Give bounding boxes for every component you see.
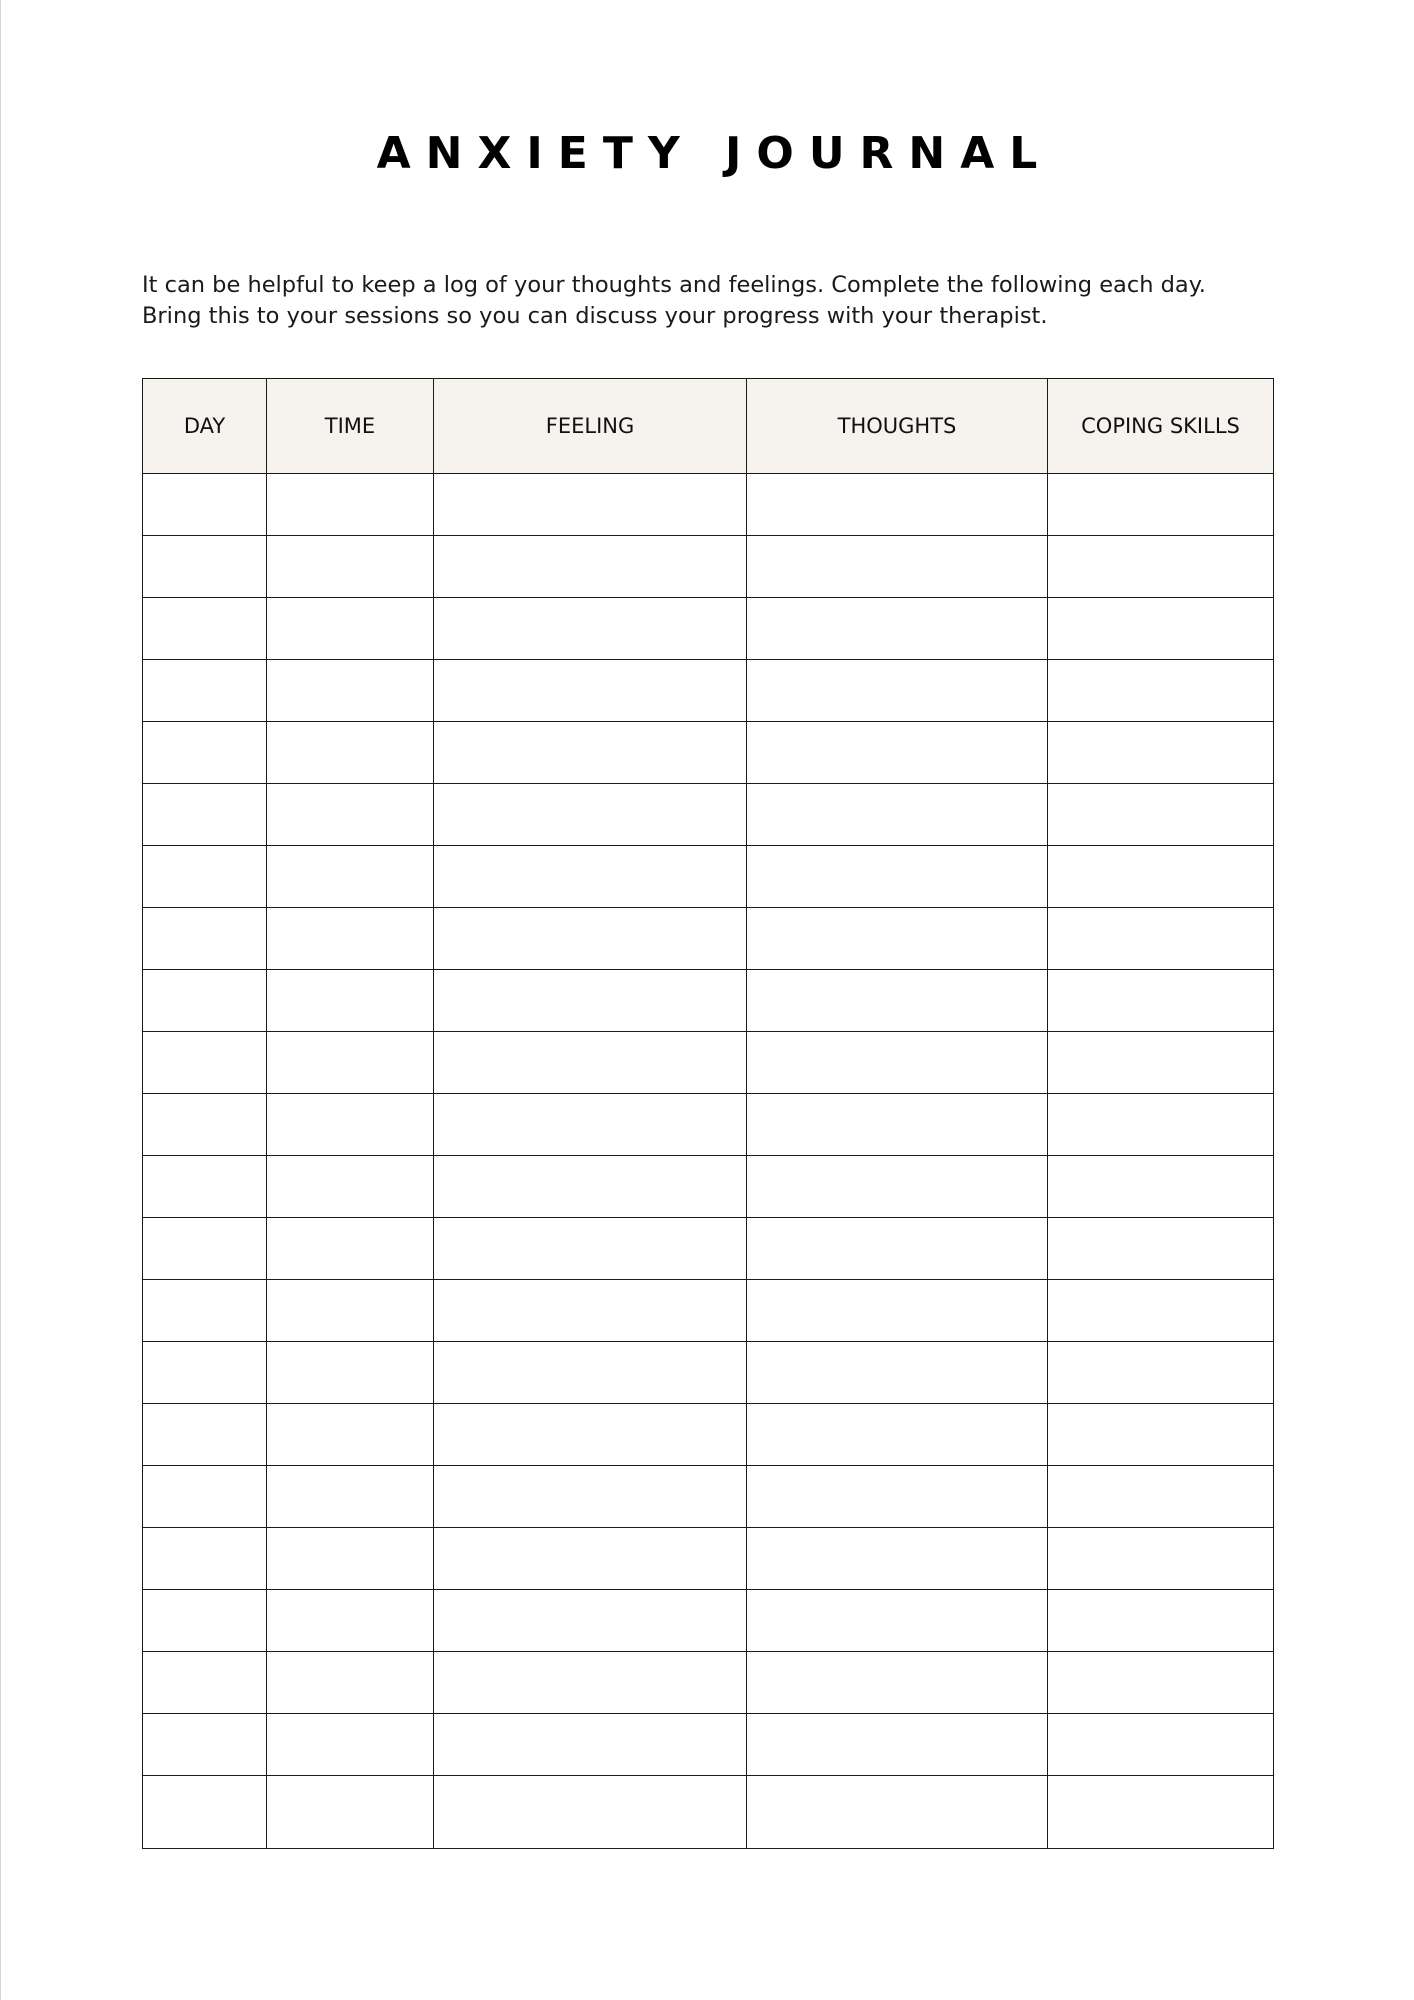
cell-time[interactable] — [267, 474, 434, 536]
cell-feeling[interactable] — [434, 1714, 747, 1776]
table-row — [143, 722, 1274, 784]
table-row — [143, 784, 1274, 846]
cell-feeling[interactable] — [434, 1094, 747, 1156]
page-edge — [0, 0, 1, 2000]
journal-table — [142, 378, 1274, 1849]
cell-day[interactable] — [143, 474, 267, 536]
table-row — [143, 846, 1274, 908]
table-row — [143, 474, 1274, 536]
table-row — [143, 1404, 1274, 1466]
table-row — [143, 1776, 1274, 1849]
table-row — [143, 1528, 1274, 1590]
header-coping-skills: COPING SKILLS — [1048, 379, 1274, 474]
cell-coping-skills[interactable] — [1048, 1652, 1274, 1714]
cell-time[interactable] — [267, 1404, 434, 1466]
cell-coping-skills[interactable] — [1048, 1528, 1274, 1590]
cell-coping-skills[interactable] — [1048, 722, 1274, 784]
cell-feeling[interactable] — [434, 598, 747, 660]
intro-line-1: It can be helpful to keep a log of your thoughts and feelings. Complete the following each day. — [142, 272, 1206, 298]
cell-thoughts[interactable] — [747, 1466, 1048, 1528]
cell-thoughts[interactable] — [747, 536, 1048, 598]
table-row — [143, 1714, 1274, 1776]
cell-thoughts[interactable] — [747, 1714, 1048, 1776]
cell-thoughts[interactable] — [747, 1032, 1048, 1094]
cell-feeling[interactable] — [434, 1466, 747, 1528]
cell-time[interactable] — [267, 1342, 434, 1404]
cell-day[interactable] — [143, 1776, 267, 1849]
cell-coping-skills[interactable] — [1048, 970, 1274, 1032]
cell-feeling[interactable] — [434, 908, 747, 970]
cell-day[interactable] — [143, 722, 267, 784]
cell-feeling[interactable] — [434, 1528, 747, 1590]
table-row — [143, 908, 1274, 970]
cell-coping-skills[interactable] — [1048, 1466, 1274, 1528]
cell-day[interactable] — [143, 908, 267, 970]
cell-feeling[interactable] — [434, 536, 747, 598]
table-row — [143, 1652, 1274, 1714]
cell-thoughts[interactable] — [747, 1218, 1048, 1280]
cell-coping-skills[interactable] — [1048, 598, 1274, 660]
cell-thoughts[interactable] — [747, 1280, 1048, 1342]
header-row — [143, 379, 1274, 474]
cell-coping-skills[interactable] — [1048, 1342, 1274, 1404]
cell-feeling[interactable] — [434, 846, 747, 908]
cell-day[interactable] — [143, 1590, 267, 1652]
table-row — [143, 1094, 1274, 1156]
cell-time[interactable] — [267, 1652, 434, 1714]
cell-thoughts[interactable] — [747, 474, 1048, 536]
cell-day[interactable] — [143, 1466, 267, 1528]
cell-time[interactable] — [267, 970, 434, 1032]
table-row — [143, 1156, 1274, 1218]
cell-feeling[interactable] — [434, 1652, 747, 1714]
table-row — [143, 1590, 1274, 1652]
cell-time[interactable] — [267, 908, 434, 970]
cell-time[interactable] — [267, 1466, 434, 1528]
cell-feeling[interactable] — [434, 1404, 747, 1466]
cell-day[interactable] — [143, 1094, 267, 1156]
cell-time[interactable] — [267, 1714, 434, 1776]
cell-thoughts[interactable] — [747, 1652, 1048, 1714]
cell-time[interactable] — [267, 784, 434, 846]
cell-time[interactable] — [267, 1528, 434, 1590]
cell-coping-skills[interactable] — [1048, 1404, 1274, 1466]
table-row — [143, 1466, 1274, 1528]
page-title: ANXIETY JOURNAL — [376, 128, 1053, 179]
cell-time[interactable] — [267, 1156, 434, 1218]
cell-thoughts[interactable] — [747, 970, 1048, 1032]
cell-coping-skills[interactable] — [1048, 846, 1274, 908]
cell-thoughts[interactable] — [747, 1590, 1048, 1652]
cell-coping-skills[interactable] — [1048, 784, 1274, 846]
cell-feeling[interactable] — [434, 1032, 747, 1094]
cell-coping-skills[interactable] — [1048, 536, 1274, 598]
table-row — [143, 1342, 1274, 1404]
cell-thoughts[interactable] — [747, 1776, 1048, 1849]
cell-time[interactable] — [267, 1280, 434, 1342]
table-row — [143, 1032, 1274, 1094]
cell-day[interactable] — [143, 1714, 267, 1776]
cell-thoughts[interactable] — [747, 722, 1048, 784]
cell-feeling[interactable] — [434, 722, 747, 784]
cell-time[interactable] — [267, 1032, 434, 1094]
cell-feeling[interactable] — [434, 660, 747, 722]
cell-feeling[interactable] — [434, 1776, 747, 1849]
cell-feeling[interactable] — [434, 970, 747, 1032]
cell-coping-skills[interactable] — [1048, 1218, 1274, 1280]
journal-body — [143, 474, 1274, 1849]
cell-coping-skills[interactable] — [1048, 1590, 1274, 1652]
cell-day[interactable] — [143, 1156, 267, 1218]
cell-time[interactable] — [267, 1776, 434, 1849]
cell-coping-skills[interactable] — [1048, 1094, 1274, 1156]
cell-thoughts[interactable] — [747, 1156, 1048, 1218]
cell-feeling[interactable] — [434, 784, 747, 846]
cell-thoughts[interactable] — [747, 908, 1048, 970]
cell-time[interactable] — [267, 536, 434, 598]
cell-thoughts[interactable] — [747, 660, 1048, 722]
cell-feeling[interactable] — [434, 1156, 747, 1218]
cell-thoughts[interactable] — [747, 784, 1048, 846]
cell-time[interactable] — [267, 1094, 434, 1156]
cell-time[interactable] — [267, 722, 434, 784]
cell-day[interactable] — [143, 1280, 267, 1342]
cell-coping-skills[interactable] — [1048, 1714, 1274, 1776]
cell-time[interactable] — [267, 598, 434, 660]
cell-day[interactable] — [143, 1528, 267, 1590]
cell-feeling[interactable] — [434, 1280, 747, 1342]
cell-feeling[interactable] — [434, 474, 747, 536]
cell-time[interactable] — [267, 1590, 434, 1652]
intro-text — [142, 270, 1302, 332]
cell-coping-skills[interactable] — [1048, 660, 1274, 722]
cell-feeling[interactable] — [434, 1342, 747, 1404]
cell-day[interactable] — [143, 1342, 267, 1404]
cell-day[interactable] — [143, 598, 267, 660]
table-row — [143, 970, 1274, 1032]
cell-day[interactable] — [143, 784, 267, 846]
cell-coping-skills[interactable] — [1048, 1156, 1274, 1218]
cell-day[interactable] — [143, 846, 267, 908]
cell-coping-skills[interactable] — [1048, 1032, 1274, 1094]
table-row — [143, 660, 1274, 722]
cell-coping-skills[interactable] — [1048, 1776, 1274, 1849]
table-row — [143, 598, 1274, 660]
table-row — [143, 1280, 1274, 1342]
cell-time[interactable] — [267, 660, 434, 722]
header-feeling: FEELING — [434, 379, 747, 474]
cell-time[interactable] — [267, 846, 434, 908]
cell-coping-skills[interactable] — [1048, 474, 1274, 536]
cell-feeling[interactable] — [434, 1218, 747, 1280]
cell-day[interactable] — [143, 1218, 267, 1280]
cell-thoughts[interactable] — [747, 1094, 1048, 1156]
cell-time[interactable] — [267, 1218, 434, 1280]
cell-coping-skills[interactable] — [1048, 908, 1274, 970]
cell-day[interactable] — [143, 536, 267, 598]
cell-day[interactable] — [143, 660, 267, 722]
header-day: DAY — [143, 379, 267, 474]
header-time: TIME — [267, 379, 434, 474]
intro-line-2: Bring this to your sessions so you can discuss your progress with your therapist. — [142, 303, 1048, 329]
cell-thoughts[interactable] — [747, 598, 1048, 660]
table-row — [143, 536, 1274, 598]
cell-thoughts[interactable] — [747, 1528, 1048, 1590]
cell-thoughts[interactable] — [747, 1342, 1048, 1404]
cell-day[interactable] — [143, 970, 267, 1032]
cell-thoughts[interactable] — [747, 1404, 1048, 1466]
table-row — [143, 1218, 1274, 1280]
cell-coping-skills[interactable] — [1048, 1280, 1274, 1342]
cell-day[interactable] — [143, 1404, 267, 1466]
cell-thoughts[interactable] — [747, 846, 1048, 908]
cell-feeling[interactable] — [434, 1590, 747, 1652]
header-thoughts: THOUGHTS — [747, 379, 1048, 474]
cell-day[interactable] — [143, 1032, 267, 1094]
cell-day[interactable] — [143, 1652, 267, 1714]
